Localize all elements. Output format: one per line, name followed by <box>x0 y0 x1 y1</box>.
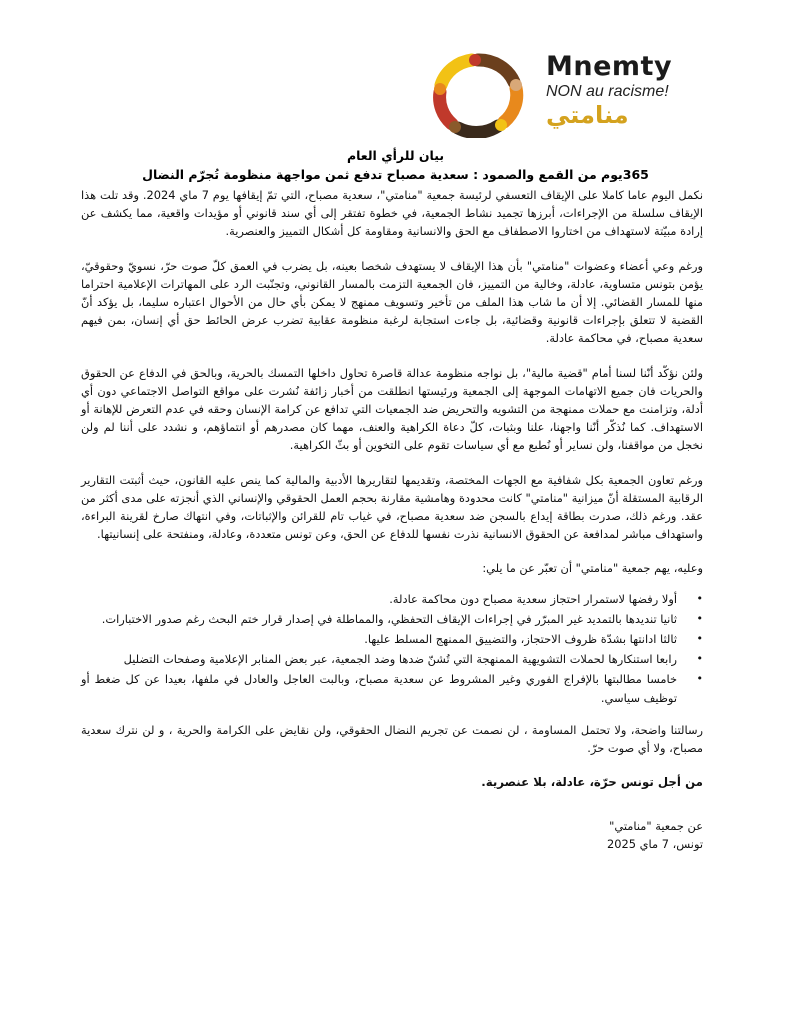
positions-list <box>81 590 703 707</box>
paragraph-conclusion: رسالتنا واضحة، ولا تحتمل المساومة ، لن نصمت عن تجريم النضال الحقوقي، ولن نقايض على الكرامة والحرية ، و لن نترك سعدية مصباح، ولا أي صوت حرّ. <box>81 722 703 756</box>
list-item-text: ثالثا ادانتها بشدّة ظروف الاحتجاز، والتضييق الممنهج المسلط عليها. <box>364 632 677 647</box>
brand-slogan: NON au racisme! <box>546 83 669 100</box>
statement-body <box>81 186 703 853</box>
brand-block <box>546 52 726 129</box>
statement-title: 365يوم من القمع والصمود : سعدية مصباح تدفع ثمن مواجهة منظومة تُجرّم النضال <box>142 167 649 182</box>
list-item <box>81 630 703 648</box>
bullet-icon: • <box>696 632 703 646</box>
paragraph-positions-intro: وعليه، يهم جمعية "منامتي" أن تعبّر عن ما يلي: <box>482 561 703 576</box>
list-item-text: ثانيا تنديدها بالتمديد غير المبرّر في إجراءات الإيقاف التحفظي، والمماطلة في إصدار قرار ختم البحث رغم صدور الاختبارات. <box>101 611 677 626</box>
brand-arabic-name: منامتي <box>546 101 629 129</box>
list-item <box>81 650 703 668</box>
closing-slogan: من أجل تونس حرّة، عادلة، بلا عنصرية. <box>481 775 703 790</box>
statement-heading <box>60 146 731 184</box>
list-item <box>81 610 703 628</box>
hands-ring-icon <box>428 52 528 138</box>
brand-name: Mnemty <box>546 51 673 82</box>
bullet-icon: • <box>696 652 703 666</box>
bullet-icon: • <box>696 672 703 686</box>
list-item-text: أولا رفضها لاستمرار احتجاز سعدية مصباح دون محاكمة عادلة. <box>389 591 677 606</box>
paragraph-accusations: ولئن نؤكّد أنّنا لسنا أمام "قضية مالية"، بل نواجه منظومة عدالة قاصرة تحاول داخلها التمسك بالحرية، وبالحق في الدفاع عن الحقوق والحريات فان جميع الاتهامات الموجهة إلى الجمعية ورئيستها انطلقت من أخبار زائفة نُشرت على مواقع التواصل الاجتماعي دون أي أدلة، وتزامنت مع حملات ممنهجة من التشويه والتحريض ضد الجمعيات التي تدافع عن كرامة الإنسان وحقه في عدم التعرض للإهانة أو الاستهداف. كما نُذكّر أنّنا واجهنا، علنا وبثبات، كلّ دعاة الكراهية والعنف، مهما كان مصدرهم أو انتماؤهم، و نشدد على أننا لم ولن نخجل من مواقفنا، ولن نساير أو نُطبع مع أي سياسات تقوم على التخوين أو بثّ الكراهية. <box>81 365 703 453</box>
bullet-icon: • <box>696 611 703 625</box>
paragraph-transparency: ورغم تعاون الجمعية بكل شفافية مع الجهات المختصة، وتقديمها لتقاريرها الأدبية والمالية كما ينص عليه القانون، حيث أثبتت التقارير الرقابية المستقلة أنّ ميزانية "منامتي" كانت محدودة وهامشية مقارنة بحجم العمل الحقوقي والإنساني الذي أنجزته على مدى أكثر من عقد. ورغم ذلك، صدرت بطاقة إيداع بالسجن ضد سعدية مصباح، في غياب تام للقرائن والإثباتات، وفي انتهاك صارخ لقرينة البراءة، واستهداف مباشر لمدافعة عن الحقوق الانسانية نذرت نفسها للدفاع عن الحق، وعن تونس متعددة، وعادلة، ومنفتحة على إنسانيتها. <box>81 472 703 542</box>
list-item-text: خامسا مطالبتها بالإفراج الفوري وغير المشروط عن سعدية مصباح، وبالبت العاجل والعادل في ملفها، بعيدا عن كل ضغط أو توظيف سياسي. <box>81 672 677 705</box>
list-item-text: رابعا استنكارها لحملات التشويهية الممنهجة التي تُشنّ ضدها وضد الجمعية، عبر بعض المنابر الإعلامية وصفحات التضليل <box>123 652 677 667</box>
bullet-icon: • <box>696 591 703 605</box>
list-item <box>81 590 703 608</box>
list-item <box>81 670 703 706</box>
paragraph-intro: نكمل اليوم عاما كاملا على الإيقاف التعسفي لرئيسة جمعية "منامتي"، سعدية مصباح، التي تمّ إيقافها يوم 7 ماي 2024. وقد تلت هذا الإيقاف سلسلة من الإجراءات، أبرزها تجميد نشاط الجمعية، في خطوة تفتقر إلى أي سند قانوني أو مؤيدات واقعية، مما يكشف عن إرادة مبيّتة لاستهداف من اختاروا الاصطفاف مع الحق والانسانية ومقاومة كل أشكال التمييز والعنصرية. <box>81 188 703 239</box>
signature-from: عن جمعية "منامتي" <box>609 819 703 834</box>
paragraph-legal-path: ورغم وعي أعضاء وعضوات "منامتي" بأن هذا الإيقاف لا يستهدف شخصا بعينه، بل يضرب في العمق كلّ صوت حرّ، نسويّ وحقوقيّ، يؤمن بتونس متساوية، عادلة، وخالية من التمييز، فان الجمعية التزمت بالمسار القانوني، وتجنّبت الرد على المهاترات الإعلامية احتراما منها للمسار القضائي. إلا أن ما شاب هذا الملف من تأخير وتسويف ممنهج لا يمكن بأي حال من الأحوال اعتباره سليما، بل يؤكد أنّ القضية لا تتعلق بإجراءات قانونية وقضائية، بل جاءت استجابة لرغبة منظومة عقابية تضرب عرض الحائط حق أي إنسان، بمن فيهم سعدية مصباح، في محاكمة عادلة. <box>81 258 703 346</box>
signature-place-date: تونس، 7 ماي 2025 <box>606 837 703 852</box>
letterhead <box>428 52 728 140</box>
statement-type: بيان للرأي العام <box>346 148 445 163</box>
